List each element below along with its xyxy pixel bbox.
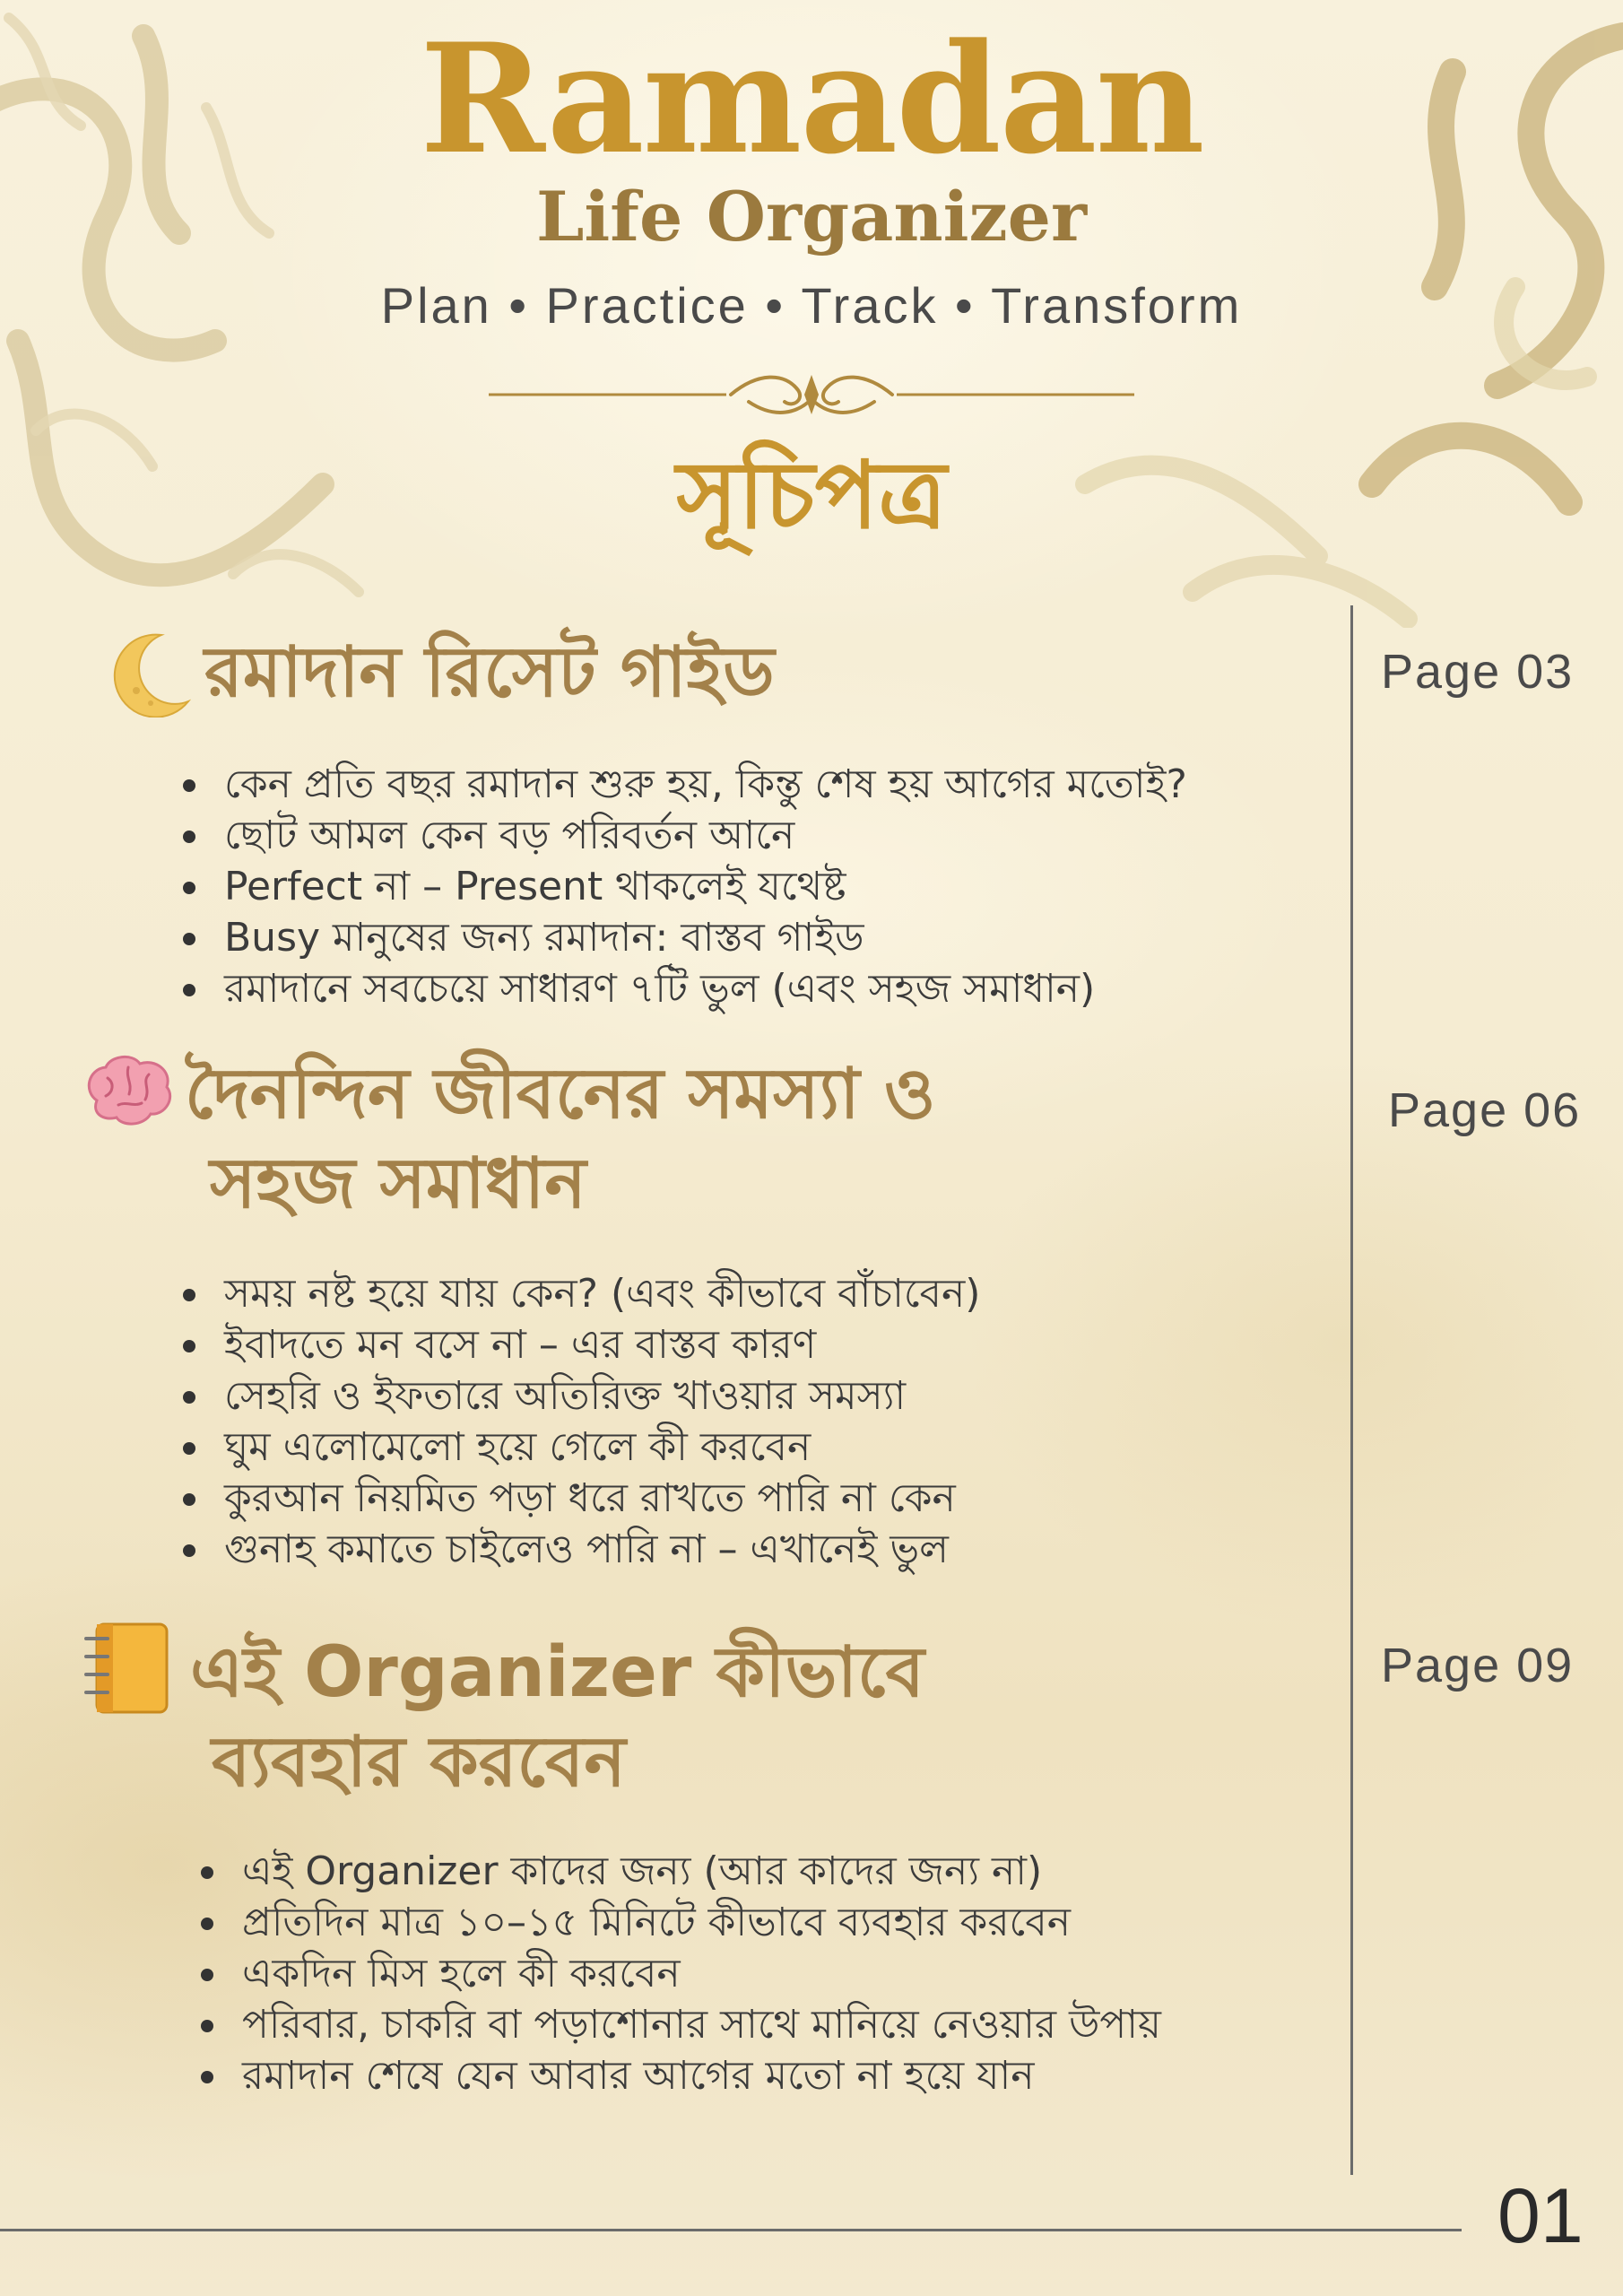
section-heading-line: এই Organizer কীভাবে: [190, 1632, 924, 1713]
list-item: Busy মানুষের জন্য রমাদান: বাস্তব গাইড: [178, 912, 1187, 963]
vertical-divider: [1350, 605, 1353, 2175]
document-title: Ramadan: [420, 10, 1203, 187]
brain-icon: [79, 1051, 178, 1132]
page-reference-06: Page 06: [1388, 1083, 1582, 1137]
list-item: একদিন মিস হলে কী করবেন: [195, 1948, 1161, 1999]
section-item-list: [195, 1846, 1161, 2101]
table-of-contents-title: সূচিপত্র: [676, 440, 947, 550]
list-item: গুনাহ কমাতে চাইলেও পারি না – এখানেই ভুল: [178, 1524, 980, 1575]
section-heading-line: রমাদান রিসেট গাইড: [204, 632, 775, 713]
list-item: প্রতিদিন মাত্র ১০–১৫ মিনিটে কীভাবে ব্যবহার করবেন: [195, 1897, 1161, 1948]
section-heading-line: ব্যবহার করবেন: [212, 1722, 626, 1803]
section-heading-line: সহজ সমাধান: [210, 1144, 586, 1224]
notebook-icon: [77, 1619, 176, 1718]
list-item: Perfect না – Present থাকলেই যথেষ্ট: [178, 861, 1187, 912]
crescent-moon-icon: [99, 628, 197, 718]
footer-divider: [0, 2229, 1462, 2231]
page-reference-09: Page 09: [1381, 1639, 1575, 1692]
section-item-list: [178, 759, 1187, 1014]
list-item: কুরআন নিয়মিত পড়া ধরে রাখতে পারি না কেন: [178, 1473, 980, 1524]
section-heading-line: দৈনন্দিন জীবনের সমস্যা ও: [185, 1054, 936, 1135]
list-item: পরিবার, চাকরি বা পড়াশোনার সাথে মানিয়ে নেওয়ার উপায়: [195, 1999, 1161, 2050]
list-item: সময় নষ্ট হয়ে যায় কেন? (এবং কীভাবে বাঁচাবেন): [178, 1268, 980, 1319]
section-heading-how-to-use: [190, 1628, 924, 1807]
ornament-divider: [489, 359, 1134, 430]
section-heading-reset-guide: [204, 628, 775, 718]
list-item: রমাদান শেষে যেন আবার আগের মতো না হয়ে যান: [195, 2050, 1161, 2101]
list-item: ছোট আমল কেন বড় পরিবর্তন আনে: [178, 810, 1187, 861]
list-item: রমাদানে সবচেয়ে সাধারণ ৭টি ভুল (এবং সহজ সমাধান): [178, 963, 1187, 1014]
list-item: কেন প্রতি বছর রমাদান শুরু হয়, কিন্তু শেষ হয় আগের মতোই?: [178, 759, 1187, 810]
page-number: 01: [1497, 2173, 1584, 2259]
document-subtitle: Life Organizer: [535, 177, 1088, 257]
page-reference-03: Page 03: [1381, 645, 1575, 699]
list-item: ঘুম এলোমেলো হয়ে গেলে কী করবেন: [178, 1422, 980, 1473]
list-item: সেহরি ও ইফতারে অতিরিক্ত খাওয়ার সমস্যা: [178, 1370, 980, 1422]
section-heading-daily-problems: [185, 1049, 935, 1229]
list-item: এই Organizer কাদের জন্য (আর কাদের জন্য না): [195, 1846, 1161, 1897]
list-item: ইবাদতে মন বসে না – এর বাস্তব কারণ: [178, 1319, 980, 1370]
document-tagline: Plan • Practice • Track • Transform: [380, 277, 1243, 334]
section-item-list: [178, 1268, 980, 1575]
